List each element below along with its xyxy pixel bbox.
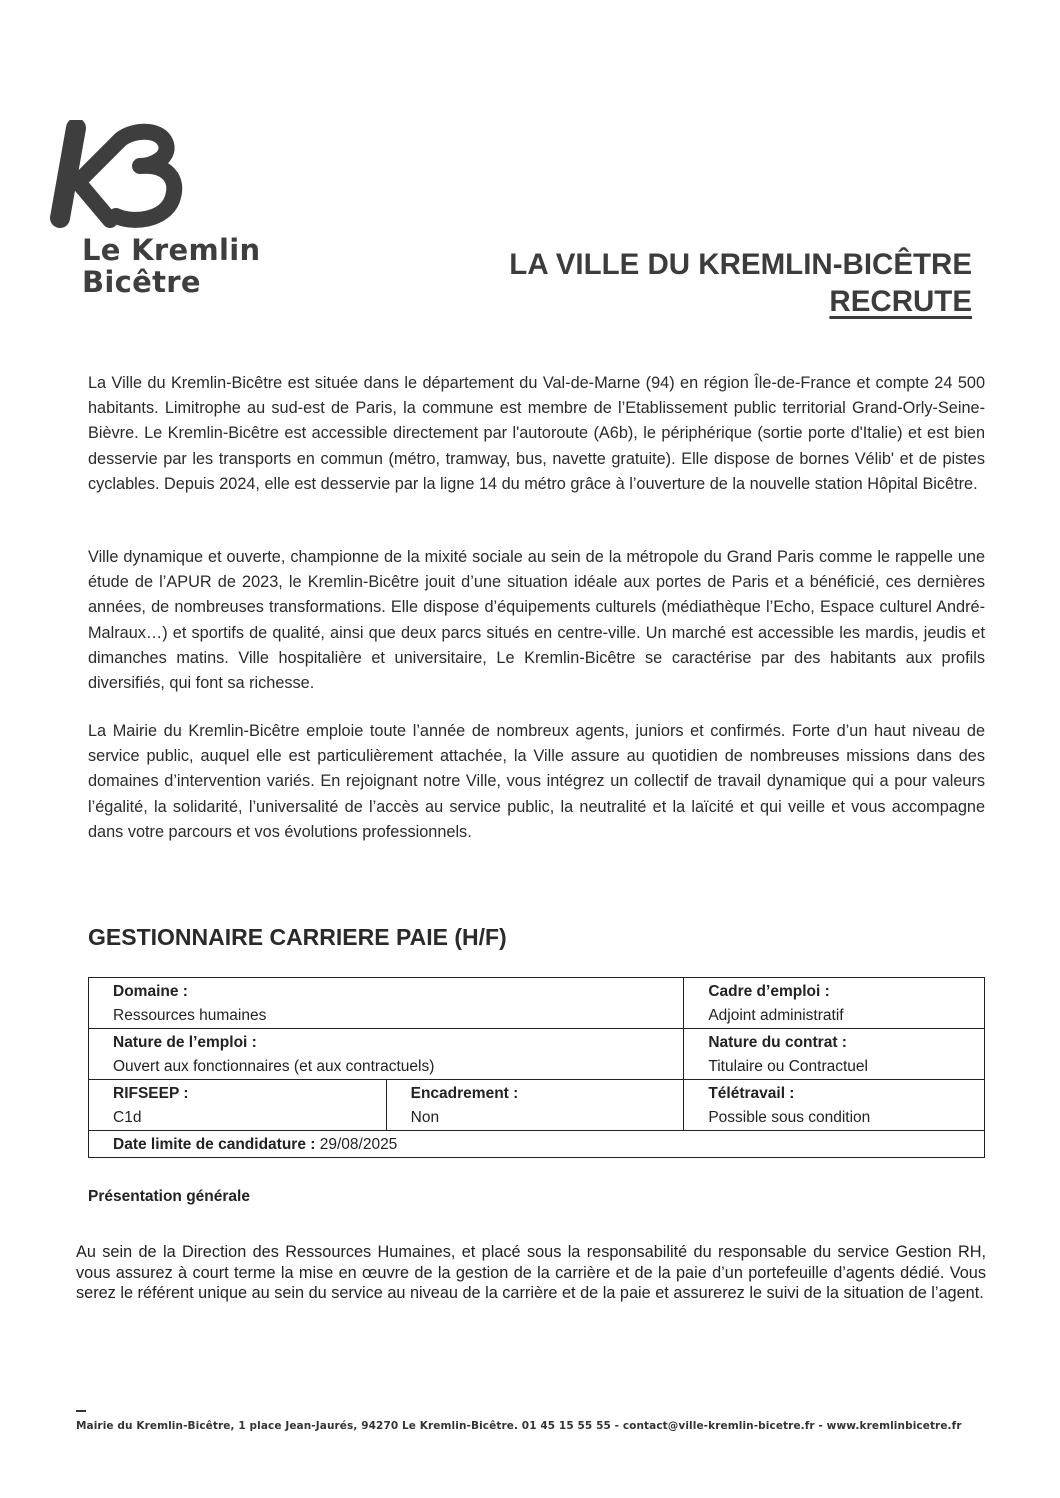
intro-paragraph-employer: La Mairie du Kremlin-Bicêtre emploie toute l’année de nombreux agents, juniors et confirmés. Forte d’un haut niveau de service public, auquel elle est particulièrement attachée, la Ville assure au quotidien de nombreuses missions dans des domaines d’intervention variés. En rejoignant notre Ville, vous intégrez un collectif de travail dynamique qui a pour valeurs l’égalité, la solidarité, l’universalité de l’accès au service public, la neutralité et la laïcité et qui veille et vous accompagne dans votre parcours et vos évolutions professionnels. xyxy=(88,722,985,841)
page-headline xyxy=(509,246,972,320)
nature-emploi-label: Nature de l’emploi : xyxy=(113,1034,257,1051)
domaine-value: Ressources humaines xyxy=(113,1007,267,1024)
teletravail-label: Télétravail : xyxy=(708,1085,795,1102)
cadre-emploi-label: Cadre d’emploi : xyxy=(708,983,830,1000)
logo-line2: Bicêtre xyxy=(82,265,201,299)
job-info-table xyxy=(88,977,985,1158)
presentation-title: Présentation générale xyxy=(88,1188,250,1205)
cell-cadre-emploi xyxy=(684,978,985,1029)
teletravail-value: Possible sous condition xyxy=(708,1109,871,1126)
encadrement-value: Non xyxy=(410,1109,440,1126)
table-row xyxy=(89,1131,985,1158)
footer-contact: Mairie du Kremlin-Bicêtre, 1 place Jean-Jaurés, 94270 Le Kremlin-Bicêtre. 01 45 15 55 55 - contact@ville-kremlin-bicetre.fr - www.kremlinbicetre.fr xyxy=(76,1420,962,1432)
date-limite-label: Date limite de candidature : xyxy=(113,1136,316,1153)
cell-teletravail xyxy=(684,1080,985,1131)
rifseep-value: C1d xyxy=(113,1109,142,1126)
cell-nature-emploi xyxy=(89,1029,684,1080)
intro-paragraph-location: La Ville du Kremlin-Bicêtre est située dans le département du Val-de-Marne (94) en région Île-de-France et compte 24 500 habitants. Limitrophe au sud-est de Paris, la commune est membre de l’Etablissement public territorial Grand-Orly-Seine-Bièvre. Le Kremlin-Bicêtre est accessible directement par l'autoroute (A6b), le périphérique (sortie porte d'Italie) et est bien desservie par les transports en commun (métro, tramway, bus, navette gratuite). Elle dispose de bornes Vélib' et de pistes cyclables. Depuis 2024, elle est desservie par la ligne 14 du métro grâce à l’ouverture de la nouvelle station Hôpital Bicêtre. xyxy=(88,374,985,493)
intro-paragraph-city: Ville dynamique et ouverte, championne de la mixité sociale au sein de la métropole du Grand Paris comme le rappelle une étude de l’APUR de 2023, le Kremlin-Bicêtre jouit d’une situation idéale aux portes de Paris et a bénéficié, ces dernières années, de nombreuses transformations. Elle dispose d’équipements culturels (médiathèque l’Echo, Espace culturel André-Malraux…) et sportifs de qualité, ainsi que deux parcs situés en centre-ville. Un marché est accessible les mardis, jeudis et dimanches matins. Ville hospitalière et universitaire, Le Kremlin-Bicêtre se caractérise par des habitants aux profils diversifiés, qui font sa richesse. xyxy=(88,548,985,693)
cell-rifseep xyxy=(89,1080,387,1131)
cell-nature-contrat xyxy=(684,1029,985,1080)
nature-contrat-label: Nature du contrat : xyxy=(708,1034,847,1051)
kb-monogram-icon xyxy=(48,120,198,232)
encadrement-label: Encadrement : xyxy=(410,1085,519,1102)
date-limite-value: 29/08/2025 xyxy=(315,1136,398,1153)
kremlin-bicetre-logo xyxy=(48,120,288,310)
table-row xyxy=(89,978,985,1029)
table-row xyxy=(89,1080,985,1131)
logo-wordmark xyxy=(82,234,260,298)
logo-line1: Le Kremlin xyxy=(82,233,261,267)
cell-date-limite xyxy=(89,1131,985,1158)
cell-domaine xyxy=(89,978,684,1029)
headline-recrute: RECRUTE xyxy=(829,285,972,318)
job-title: GESTIONNAIRE CARRIERE PAIE (H/F) xyxy=(88,924,507,950)
nature-contrat-value: Titulaire ou Contractuel xyxy=(708,1058,868,1075)
headline-line1: LA VILLE DU KREMLIN-BICÊTRE xyxy=(509,248,972,281)
footer-dash xyxy=(76,1410,86,1412)
cell-encadrement xyxy=(386,1080,684,1131)
rifseep-label: RIFSEEP : xyxy=(113,1085,189,1102)
cadre-emploi-value: Adjoint administratif xyxy=(708,1007,844,1024)
domaine-label: Domaine : xyxy=(113,983,188,1000)
nature-emploi-value: Ouvert aux fonctionnaires (et aux contractuels) xyxy=(113,1058,435,1075)
table-row xyxy=(89,1029,985,1080)
presentation-text: Au sein de la Direction des Ressources Humaines, et placé sous la responsabilité du responsable du service Gestion RH, vous assurez à court terme la mise en œuvre de la gestion de la carrière et de la paie d’un portefeuille d’agents dédié. Vous serez le référent unique au sein du service au niveau de la carrière et de la paie et assurerez le suivi de la situation de l’agent. xyxy=(76,1243,986,1302)
